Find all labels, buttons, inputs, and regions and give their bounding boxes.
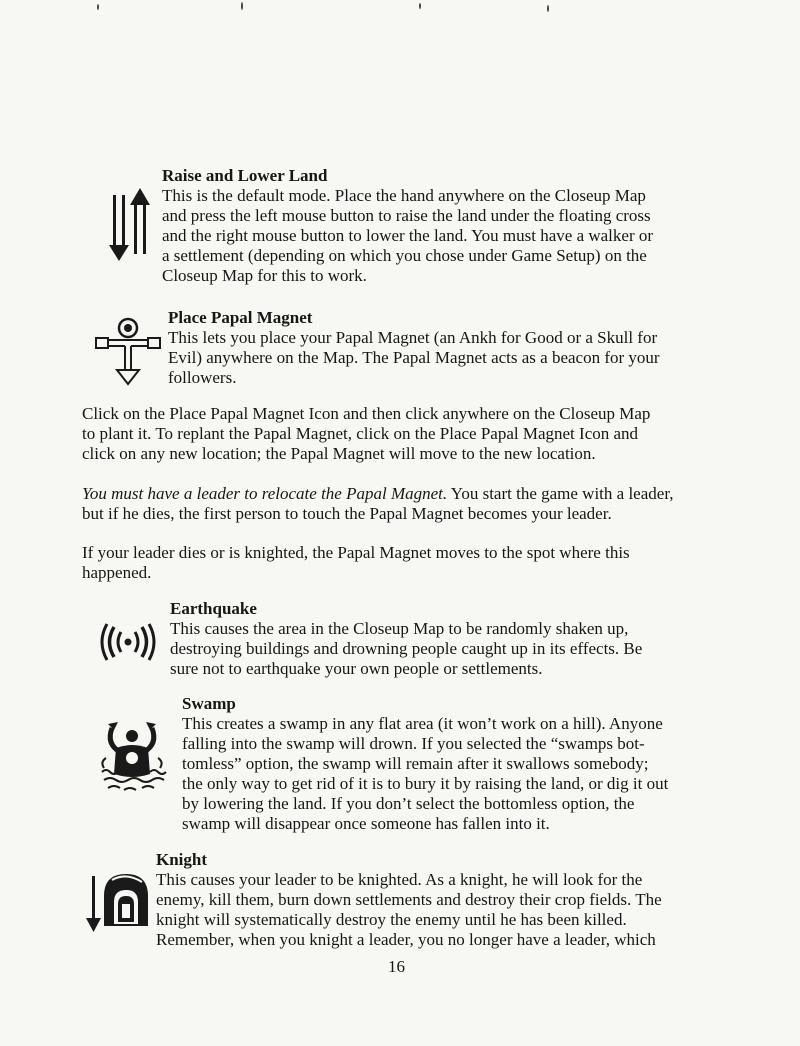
section-line: This creates a swamp in any flat area (it won’t work on a hill). Anyone xyxy=(182,714,663,733)
earthquake-icon xyxy=(100,620,156,669)
paragraph-line: but if he dies, the first person to touch the Papal Magnet becomes your leader. xyxy=(82,504,612,523)
section-line: the only way to get rid of it is to bury it by raising the land, or dig it out xyxy=(182,774,669,793)
knight-icon xyxy=(84,868,154,939)
section-line: falling into the swamp will drown. If you selected the “swamps bot- xyxy=(182,734,645,753)
section-heading: Knight xyxy=(156,850,208,869)
section-line: destroying buildings and drowning people caught up in its effects. Be xyxy=(170,639,643,658)
papal-magnet-icon xyxy=(92,316,164,393)
section-line: Remember, when you knight a leader, you no longer have a leader, which xyxy=(156,930,656,949)
paragraph-line: click on any new location; the Papal Magnet will move to the new location. xyxy=(82,444,596,463)
section-heading: Swamp xyxy=(182,694,236,713)
paragraph-line: Click on the Place Papal Magnet Icon and then click anywhere on the Closeup Map xyxy=(82,404,651,423)
paragraph-line: to plant it. To replant the Papal Magnet, click on the Place Papal Magnet Icon and xyxy=(82,424,639,443)
paragraph-line: happened. xyxy=(82,563,152,582)
knighted-paragraph xyxy=(82,543,738,583)
section-heading: Place Papal Magnet xyxy=(168,308,313,327)
paragraph-line xyxy=(82,484,738,504)
knight-section xyxy=(156,850,746,950)
section-line: Evil) anywhere on the Map. The Papal Magnet acts as a beacon for your xyxy=(168,348,660,367)
papal-magnet-section xyxy=(168,308,748,388)
section-line: This causes your leader to be knighted. As a knight, he will look for the xyxy=(156,870,643,889)
section-line: This lets you place your Papal Magnet (an Ankh for Good or a Skull for xyxy=(168,328,658,347)
section-line: and the right mouse button to lower the land. You must have a walker or xyxy=(162,226,654,245)
replant-paragraph xyxy=(82,404,738,464)
page-number: 16 xyxy=(388,957,405,976)
section-line: This causes the area in the Closeup Map to be randomly shaken up, xyxy=(170,619,629,638)
scan-speck xyxy=(419,3,421,9)
leader-line-rest: You start the game with a leader, xyxy=(447,484,674,503)
raise-lower-land-icon xyxy=(106,185,154,270)
section-line: swamp will disappear once someone has fallen into it. xyxy=(182,814,550,833)
section-line: knight will systematically destroy the enemy until he has been killed. xyxy=(156,910,627,929)
swamp-section xyxy=(182,694,742,834)
leader-paragraph xyxy=(82,484,738,524)
section-line: followers. xyxy=(168,368,237,387)
section-line: enemy, kill them, burn down settlements and destroy their crop fields. The xyxy=(156,890,662,909)
section-line: sure not to earthquake your own people or settlements. xyxy=(170,659,543,678)
section-line: a settlement (depending on which you chose under Game Setup) on the xyxy=(162,246,647,265)
section-line: by lowering the land. If you don’t select the bottomless option, the xyxy=(182,794,635,813)
section-line: and press the left mouse button to raise the land under the floating cross xyxy=(162,206,651,225)
scan-speck xyxy=(241,2,243,10)
swamp-icon xyxy=(98,714,170,805)
section-line: Closeup Map for this to work. xyxy=(162,266,367,285)
section-heading: Raise and Lower Land xyxy=(162,166,328,185)
raise-lower-section xyxy=(162,166,742,286)
scan-speck xyxy=(97,4,99,10)
section-heading: Earthquake xyxy=(170,599,257,618)
earthquake-section xyxy=(170,599,745,679)
scan-speck xyxy=(547,5,549,12)
leader-italic-text: You must have a leader to relocate the Papal Magnet. xyxy=(82,484,448,503)
section-line: tomless” option, the swamp will remain after it swallows somebody; xyxy=(182,754,649,773)
section-line: This is the default mode. Place the hand anywhere on the Closeup Map xyxy=(162,186,646,205)
paragraph-line: If your leader dies or is knighted, the Papal Magnet moves to the spot where this xyxy=(82,543,630,562)
